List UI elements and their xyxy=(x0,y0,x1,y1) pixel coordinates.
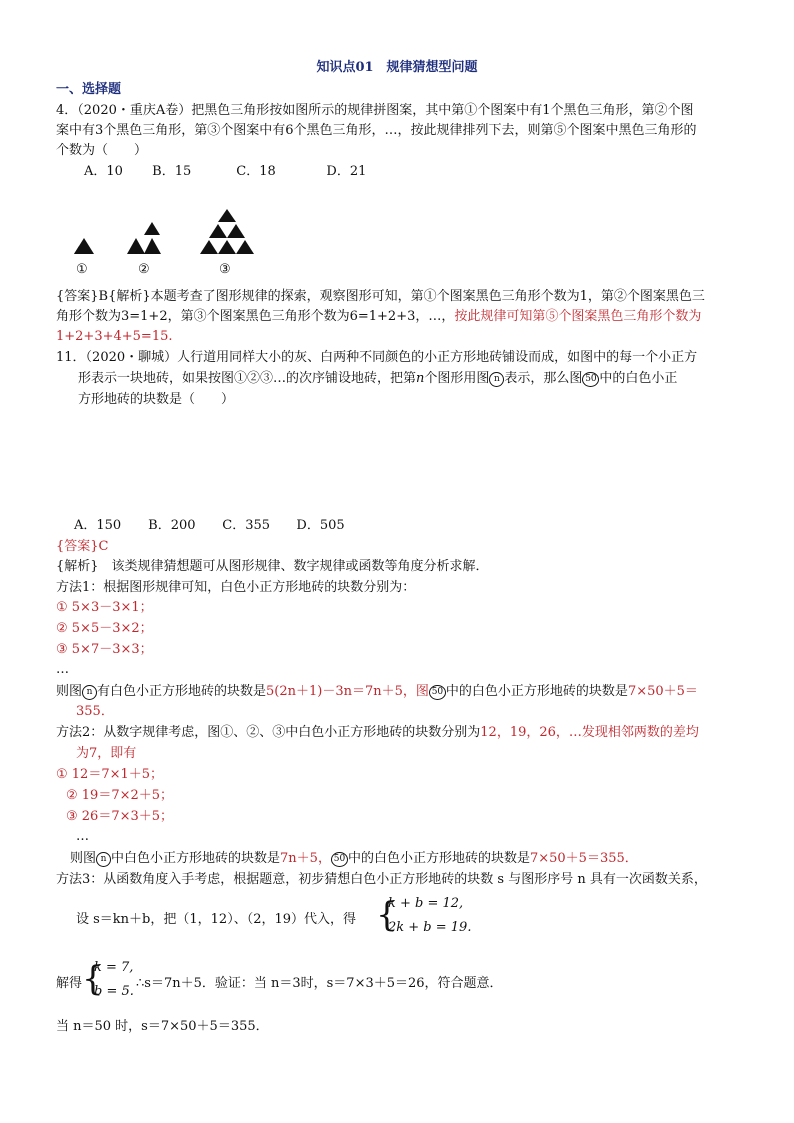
q11-option-a: A．150 xyxy=(74,518,122,533)
figure-label-3: ③ xyxy=(219,262,231,277)
m1-conc-a: 则图 xyxy=(56,684,83,699)
q11-line2-d: 中的白色小正 xyxy=(599,371,678,386)
circled-50-icon: 50 xyxy=(429,685,446,700)
q11-line2-c: 表示，那么图 xyxy=(504,371,583,386)
q11-line2-b: 个图形用图 xyxy=(424,371,490,386)
triangle-pattern-figure xyxy=(60,200,280,260)
triangle-icon xyxy=(200,240,218,254)
method3-solve-a: 解得 xyxy=(56,976,83,991)
q11-answer: {答案}C xyxy=(56,539,109,554)
method2-item-2: ② 19＝7×2＋5； xyxy=(66,788,174,803)
q4-answer-line2-red: 按此规律可知第⑤个图案黑色三角形个数为 xyxy=(454,309,702,324)
method1-conclusion-line2: 355． xyxy=(76,704,114,719)
circled-n-icon: n xyxy=(82,685,97,700)
m2-conc-c: 中的白色小正方形地砖的块数是 xyxy=(347,851,530,866)
q4-options xyxy=(84,162,366,182)
q4-line2: 案中有3个黑色三角形，第③个图案中有6个黑色三角形，…，按此规律排列下去，则第⑤个图案中黑色三角形的 xyxy=(56,123,697,138)
method2-conclusion xyxy=(70,849,638,869)
triangle-icon xyxy=(218,209,236,222)
q11-line2-n: n xyxy=(416,371,425,386)
brace-icon: { xyxy=(376,895,398,935)
triangle-icon xyxy=(74,238,94,254)
section-heading: 一、选择题 xyxy=(56,82,122,97)
circled-50-icon: 50 xyxy=(582,372,599,387)
system2-eq2: b = 5. xyxy=(94,984,134,999)
circled-50-icon: 50 xyxy=(331,852,348,867)
q11-line2 xyxy=(78,369,677,389)
m2-red: 12，19，26，…发现相邻两数的差均 xyxy=(480,725,699,740)
q11-analysis: {解析} 该类规律猜想题可从图形规律、数字规律或函数等角度分析求解． xyxy=(56,559,489,574)
method3-solve-b: ∴s＝7n＋5．验证：当 n＝3时，s＝7×3＋5＝26，符合题意． xyxy=(136,976,503,991)
method1-item-ellipsis: … xyxy=(56,662,69,677)
q4-option-a: A．10 xyxy=(84,164,123,179)
q4-line3: 个数为（ ） xyxy=(56,143,148,158)
triangle-icon xyxy=(227,224,245,238)
q4-answer-line2 xyxy=(56,307,701,327)
q11-line1: 11．（2020・聊城）人行道用同样大小的灰、白两种不同颜色的小正方形地砖铺设而成，如图中的每一个小正方 xyxy=(56,350,698,365)
q4-option-b: B．15 xyxy=(152,164,192,179)
m1-conc-red2: 7×50＋5＝ xyxy=(627,684,698,699)
method3-line1: 方法3：从函数角度入手考虑，根据题意，初步猜想白色小正方形地砖的块数 s 与图形序号 n 具有一次函数关系， xyxy=(56,872,707,887)
method1-item-3: ③ 5×7－3×3； xyxy=(56,642,153,657)
method2-item-3: ③ 26＝7×3＋5； xyxy=(66,809,174,824)
q11-line2-a: 形表示一块地砖，如果按图①②③…的次序铺设地砖，把第 xyxy=(78,371,417,386)
method2-item-ellipsis: … xyxy=(76,829,89,844)
method1-item-1: ① 5×3－3×1； xyxy=(56,600,153,615)
method1-conclusion xyxy=(56,682,698,702)
m2-a: 方法2：从数字规律考虑，图①、②、③中白色小正方形地砖的块数分别为 xyxy=(56,725,481,740)
method1-title: 方法1：根据图形规律可知，白色小正方形地砖的块数分别为： xyxy=(56,580,416,595)
m1-conc-b: 有白色小正方形地砖的块数是 xyxy=(97,684,267,699)
method3-line2: 设 s＝kn＋b，把（1，12）、（2，19）代入，得 xyxy=(76,912,357,927)
figure-label-1: ① xyxy=(76,262,88,277)
figure-label-2: ② xyxy=(138,262,150,277)
q4-answer-line1: {答案}B{解析}本题考查了图形规律的探索，观察图形可知，第①个图案黑色三角形个数为1，第②个图案黑色三 xyxy=(56,289,705,304)
q4-answer-line2-black: 角形个数为3=1+2，第③个图案黑色三角形个数为6=1+2+3，…， xyxy=(56,309,455,324)
triangle-icon xyxy=(144,238,161,254)
triangle-icon xyxy=(127,238,145,254)
system2-eq1: k = 7, xyxy=(94,960,134,975)
q4-line1: 4．（2020・重庆A卷）把黑色三角形按如图所示的规律拼图案，其中第①个图案中有1个黑色三角形，第②个图 xyxy=(56,103,694,118)
m2-conc-red: 7n＋5， xyxy=(280,851,331,866)
m1-conc-red: 5(2n＋1)－3n＝7n＋5，图 xyxy=(266,684,429,699)
q4-answer-line3: 1+2+3+4+5=15. xyxy=(56,329,173,344)
q4-option-d: D．21 xyxy=(326,164,367,179)
method1-item-2: ② 5×5－3×2； xyxy=(56,621,153,636)
m1-conc-c: 中的白色小正方形地砖的块数是 xyxy=(445,684,628,699)
q11-option-d: D．505 xyxy=(296,518,345,533)
triangle-icon xyxy=(144,222,160,235)
m2-conc-red2: 7×50＋5＝355． xyxy=(529,851,638,866)
triangle-icon xyxy=(218,240,236,254)
method2-item-1: ① 12＝7×1＋5； xyxy=(56,767,164,782)
brace-icon: { xyxy=(82,959,104,999)
method2-line1 xyxy=(56,723,699,743)
q11-options xyxy=(74,516,345,536)
q11-line3: 方形地砖的块数是（ ） xyxy=(78,392,235,407)
triangle-icon xyxy=(236,240,254,254)
page-title: 知识点01 规律猜想型问题 xyxy=(316,60,478,75)
m2-conc-a: 则图 xyxy=(70,851,97,866)
q4-option-c: C．18 xyxy=(236,164,276,179)
q11-option-b: B．200 xyxy=(148,518,196,533)
triangle-icon xyxy=(209,224,227,238)
system1-eq1: k + b = 12, xyxy=(388,896,464,911)
circled-n-icon: n xyxy=(96,852,111,867)
m2-conc-b: 中白色小正方形地砖的块数是 xyxy=(111,851,281,866)
q11-option-c: C．355 xyxy=(222,518,271,533)
method3-final: 当 n＝50 时，s＝7×50＋5＝355． xyxy=(56,1019,269,1034)
system1-eq2: 2k + b = 19. xyxy=(388,920,472,935)
circled-n-icon: n xyxy=(489,372,504,387)
method2-line2: 为7，即有 xyxy=(76,746,137,761)
